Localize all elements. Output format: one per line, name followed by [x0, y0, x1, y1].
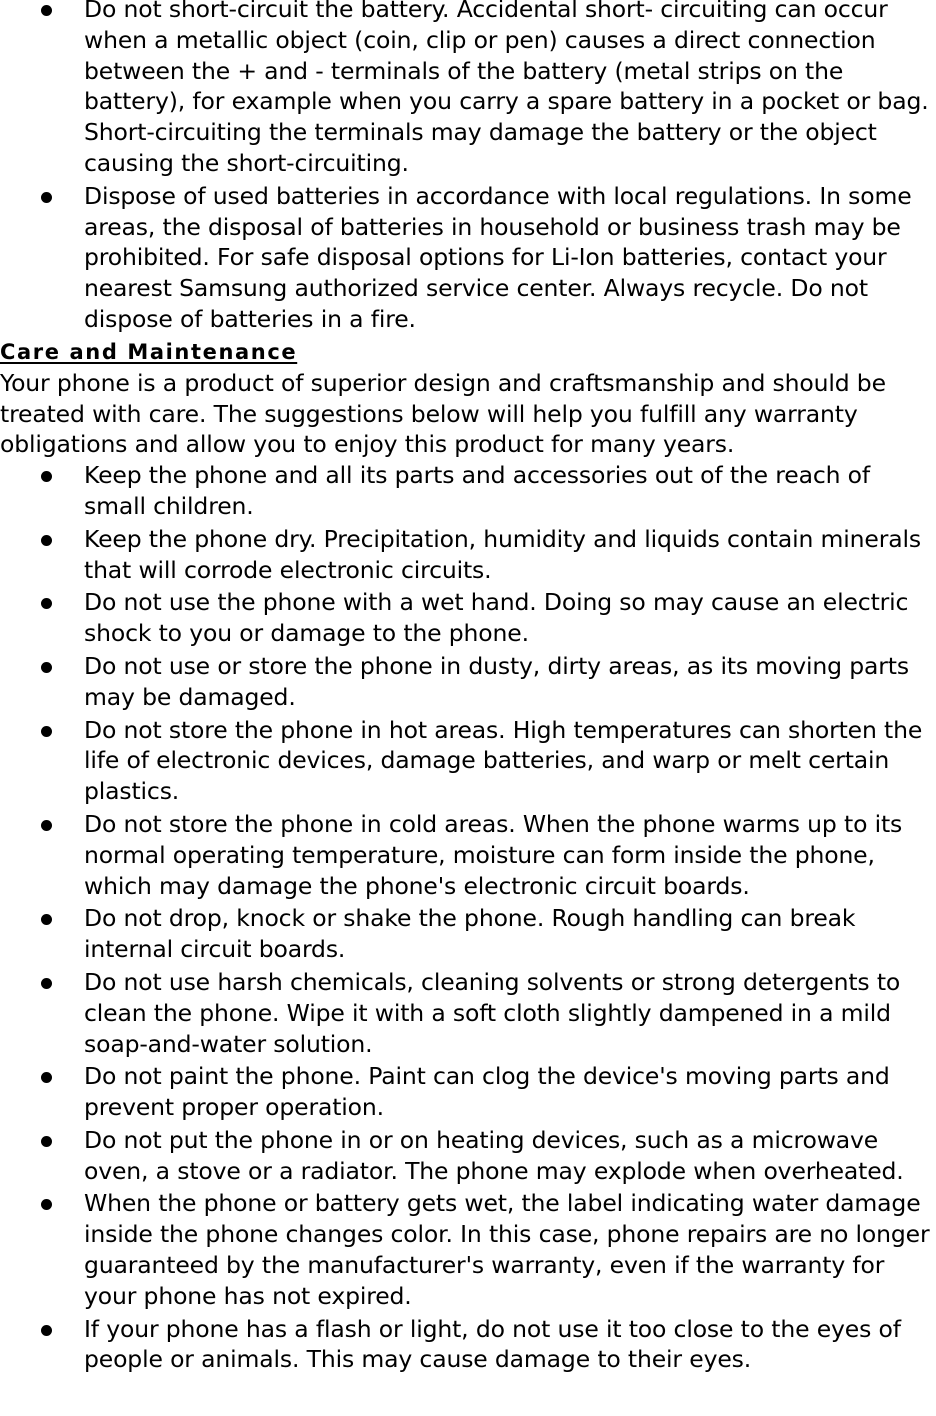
list-item [0, 1314, 936, 1376]
list-item-text: Do not use or store the phone in dusty, dirty areas, as its moving parts may be damaged. [84, 651, 909, 711]
list-item [0, 524, 936, 586]
list-item-text: Keep the phone dry. Precipitation, humidity and liquids contain minerals that will corrode electronic circuits. [84, 524, 921, 584]
list-item-text: Do not short-circuit the battery. Accidental short- circuiting can occur when a metallic object (coin, clip or pen) causes a direct connection between the + and - terminals of the battery (metal strips on the battery), for example when you carry a spare battery in a pocket or bag. Short-circuiting the terminals may damage the battery or the object causing the short-circuiting. [84, 0, 929, 177]
list-item [0, 460, 936, 522]
bullet-icon [41, 598, 52, 609]
list-item-text: Keep the phone and all its parts and accessories out of the reach of small children. [84, 461, 871, 520]
bullet-icon [41, 535, 52, 546]
bullet-icon [41, 1199, 52, 1210]
bullet-icon [41, 192, 52, 203]
bullet-icon [41, 471, 52, 482]
list-item [0, 0, 936, 179]
list-item [0, 1188, 936, 1311]
list-item-text: Do not put the phone in or on heating devices, such as a microwave oven, a stove or a radiator. The phone may explode when overheated. [84, 1125, 904, 1185]
list-item [0, 651, 936, 713]
list-item-text: Do not store the phone in hot areas. High temperatures can shorten the life of electronic devices, damage batteries, and warp or melt certain plastics. [84, 715, 923, 806]
list-item [0, 715, 936, 807]
bullet-icon [41, 1136, 52, 1147]
list-item-text: Do not drop, knock or shake the phone. Rough handling can break internal circuit boards. [84, 904, 856, 964]
list-item-text: When the phone or battery gets wet, the label indicating water damage inside the phone changes color. In this case, phone repairs are no longer guaranteed by the manufacturer's warranty, even if the warranty for your phone has not expired. [84, 1189, 930, 1310]
list-item [0, 1125, 936, 1187]
list-item-text: If your phone has a flash or light, do not use it too close to the eyes of people or animals. This may cause damage to their eyes. [84, 1314, 901, 1374]
bullet-icon [41, 1072, 52, 1083]
bullet-icon [41, 914, 52, 925]
list-item-text: Do not use harsh chemicals, cleaning solvents or strong detergents to clean the phone. Wipe it with a soft cloth slightly dampened in a mild soap-and-water solution. [84, 967, 901, 1058]
bullet-icon [41, 820, 52, 831]
bullet-icon [41, 978, 52, 989]
list-item [0, 587, 936, 649]
list-item-text: Do not paint the phone. Paint can clog the device's moving parts and prevent proper operation. [84, 1062, 890, 1122]
bullet-icon [41, 662, 52, 673]
list-item-text: Do not store the phone in cold areas. When the phone warms up to its normal operating temperature, moisture can form inside the phone, which may damage the phone's electronic circuit boards. [84, 809, 903, 900]
bullet-icon [41, 1325, 52, 1336]
bullet-icon [41, 5, 52, 16]
list-item [0, 1061, 936, 1123]
list-item [0, 181, 936, 335]
care-maintenance-list [0, 460, 936, 1375]
bullet-icon [41, 726, 52, 737]
list-item-text: Do not use the phone with a wet hand. Doing so may cause an electric shock to you or damage to the phone. [84, 588, 909, 648]
battery-safety-list [0, 0, 936, 335]
list-item [0, 903, 936, 965]
list-item [0, 809, 936, 901]
section-intro: Your phone is a product of superior design and craftsmanship and should be treated with care. The suggestions below will help you fulfill any warranty obligations and allow you to enjoy this product for many years. [0, 368, 886, 459]
list-item [0, 967, 936, 1059]
section-heading-care-maintenance: Care and Maintenance [0, 339, 298, 364]
list-item-text: Dispose of used batteries in accordance with local regulations. In some areas, the disposal of batteries in household or business trash may be prohibited. For safe disposal options for Li-Ion batteries, contact your nearest Samsung authorized service center. Always recycle. Do not dispose of batteries in a fire. [84, 181, 912, 333]
